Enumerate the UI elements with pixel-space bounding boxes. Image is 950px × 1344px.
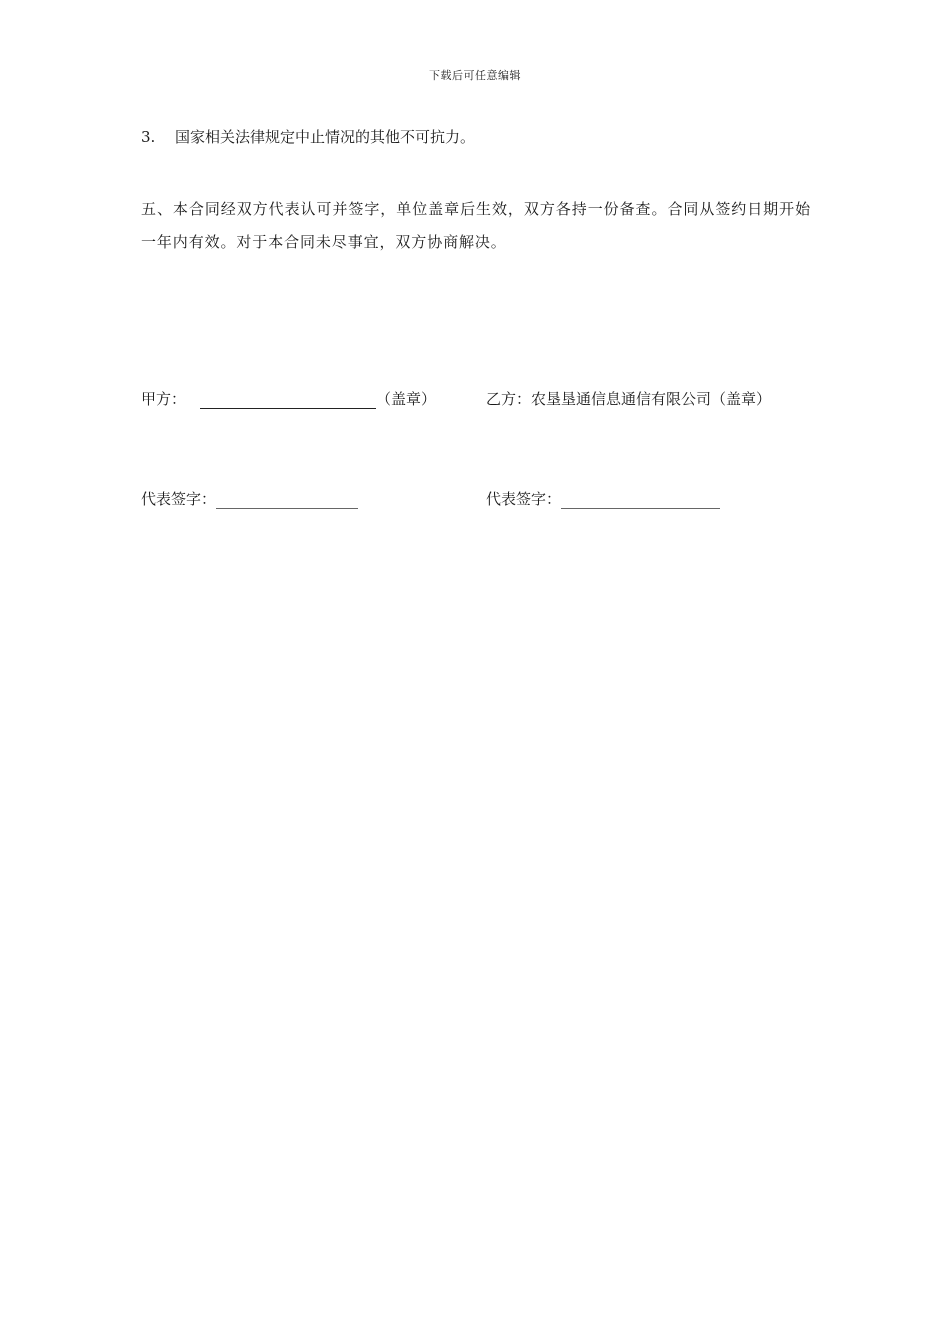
party-b-seal-label: （盖章） (711, 390, 772, 408)
party-b-name: 农垦垦通信息通信有限公司 (531, 390, 712, 408)
party-b-block (486, 389, 771, 409)
rep-b-block (486, 489, 720, 509)
rep-a-signature-blank[interactable] (216, 493, 358, 509)
rep-a-block (141, 489, 358, 509)
party-a-label: 甲方： (141, 390, 187, 408)
party-a-block (141, 389, 436, 409)
party-a-seal-label: （盖章） (376, 390, 437, 408)
clause-item-number: 3. (141, 128, 156, 146)
clause-item-text: 国家相关法律规定中止情况的其他不可抗力。 (175, 128, 476, 146)
clause-5-paragraph: 五、本合同经双方代表认可并签字，单位盖章后生效，双方各持一份备查。合同从签约日期开始一年内有效。对于本合同未尽事宜，双方协商解决。 (141, 200, 811, 251)
rep-b-label: 代表签字： (486, 490, 562, 508)
rep-b-signature-blank[interactable] (561, 493, 720, 509)
rep-a-label: 代表签字： (141, 490, 217, 508)
party-a-name-blank[interactable] (200, 393, 376, 409)
page-header-note: 下载后可任意编辑 (429, 69, 521, 82)
party-b-label: 乙方： (486, 390, 532, 408)
clause-item-3 (141, 127, 475, 147)
